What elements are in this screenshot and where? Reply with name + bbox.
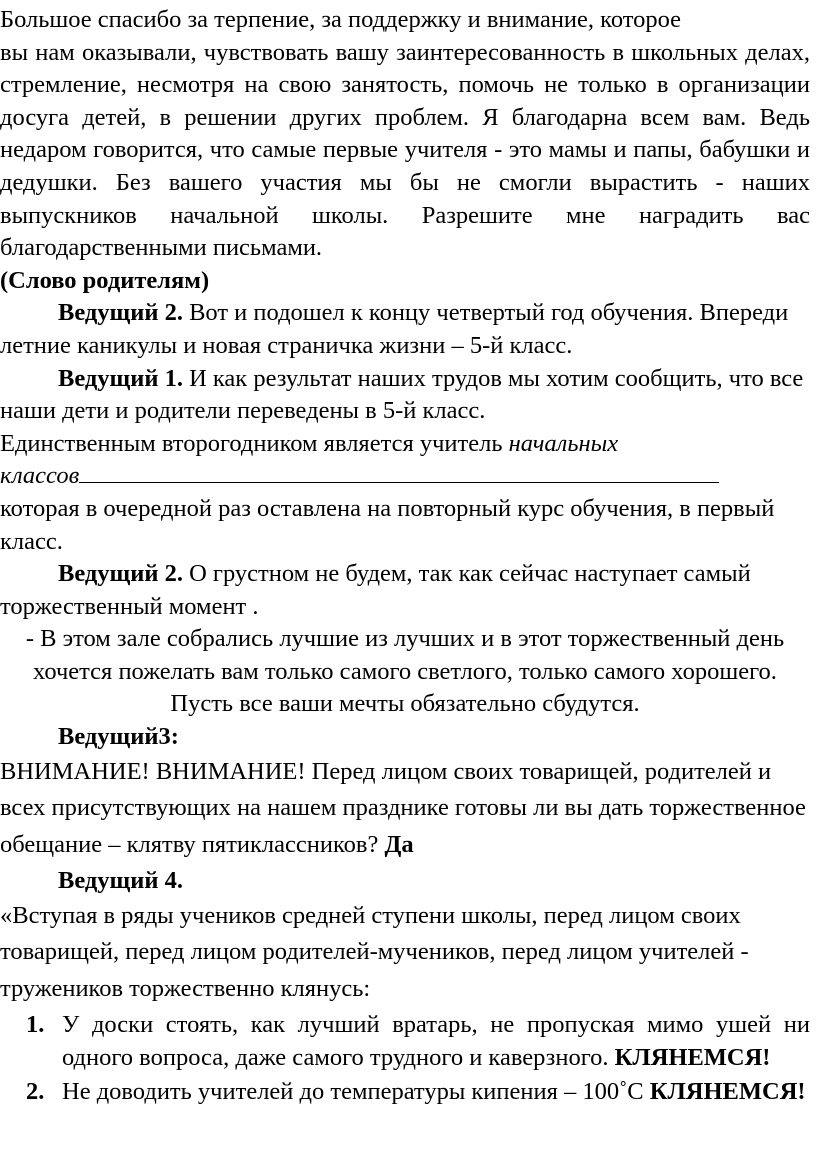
host2-paragraph-b <box>0 558 810 623</box>
host2-paragraph-a <box>0 297 810 362</box>
wish-paragraph: - В этом зале собрались лучшие из лучших и в этот торжественный день хочется пожелать вам только самого светлого, только самого хорошего. Пусть все ваши мечты обязательно сбудутся. <box>25 625 785 718</box>
host1-continuation: которая в очередной раз оставлена на повторный курс обучения, в первый класс. <box>0 494 775 555</box>
italic-text: начальных <box>508 429 619 457</box>
speech-text: О грустном не будем, так как сейчас наступает самый торжественный момент . <box>0 560 751 620</box>
answer-text: Да <box>384 830 414 858</box>
oath-shout: КЛЯНЕМСЯ! <box>649 1078 806 1106</box>
speech-text: ВНИМАНИЕ! ВНИМАНИЕ! Перед лицом своих товарищей, родителей и всех присутствующих на нашем празднике готовы ли вы дать торжественное обещание – клятву пятиклассников? <box>0 757 806 858</box>
italic-text: классов <box>0 462 80 490</box>
parents-word-heading: (Слово родителям) <box>0 266 210 294</box>
intro-paragraph: вы нам оказывали, чувствовать вашу заинтересованность в школьных делах, стремление, несмотря на свою занятость, помочь не только в организации досуга детей, в решении других проблем. Я благодарна всем вам. Ведь недаром говорится, что самые первые учителя - это мамы и папы, бабушки и дедушки. Без вашего участия мы бы не смогли вырастить - наших выпускников начальной школы. Разрешите мне наградить вас благодарственными письмами. <box>0 38 810 262</box>
host1-blank-line <box>0 460 810 493</box>
oath-text <box>62 1076 810 1109</box>
oath-shout: КЛЯНЕМСЯ! <box>614 1043 771 1071</box>
speaker-label: Ведущий 1. <box>58 364 183 392</box>
speech-text: Вот и подошел к концу четвертый год обучения. Впереди летние каникулы и новая страничка жизни – 5-й класс. <box>0 299 789 359</box>
oath-number: 2. <box>26 1078 45 1106</box>
speaker-label: Ведущий 2. <box>58 299 183 327</box>
host4-speaker: Ведущий 4. <box>58 867 183 895</box>
host3-speaker: Ведущий3: <box>58 723 179 751</box>
host3-paragraph <box>0 754 810 864</box>
host1-paragraph <box>0 363 810 428</box>
oath-text <box>62 1009 810 1074</box>
oath-item <box>26 1009 810 1074</box>
intro-first-line: Большое спасибо за терпение, за поддержку и внимание, которое <box>0 6 682 33</box>
speech-text: У доски стоять, как лучший вратарь, не пропуская мимо ушей ни одного вопроса, даже самого трудного и каверзного. <box>62 1011 810 1071</box>
host4-paragraph: «Вступая в ряды учеников средней ступени школы, перед лицом своих товарищей, перед лицом родителей-мучеников, перед лицом учителей - тружеников торжественно клянусь: <box>0 901 749 1002</box>
oath-number: 1. <box>26 1011 45 1039</box>
oath-item <box>26 1076 810 1109</box>
speaker-label: Ведущий 2. <box>58 560 183 588</box>
host1-teacher-line <box>0 428 810 461</box>
speech-text: И как результат наших трудов мы хотим сообщить, что все наши дети и родители переведены в 5-й класс. <box>0 364 804 425</box>
fill-in-blank-line <box>79 460 719 483</box>
speech-text: Единственным второгодником является учитель <box>0 429 509 457</box>
speech-text: Не доводить учителей до температуры кипения – 100˚С <box>62 1078 650 1106</box>
